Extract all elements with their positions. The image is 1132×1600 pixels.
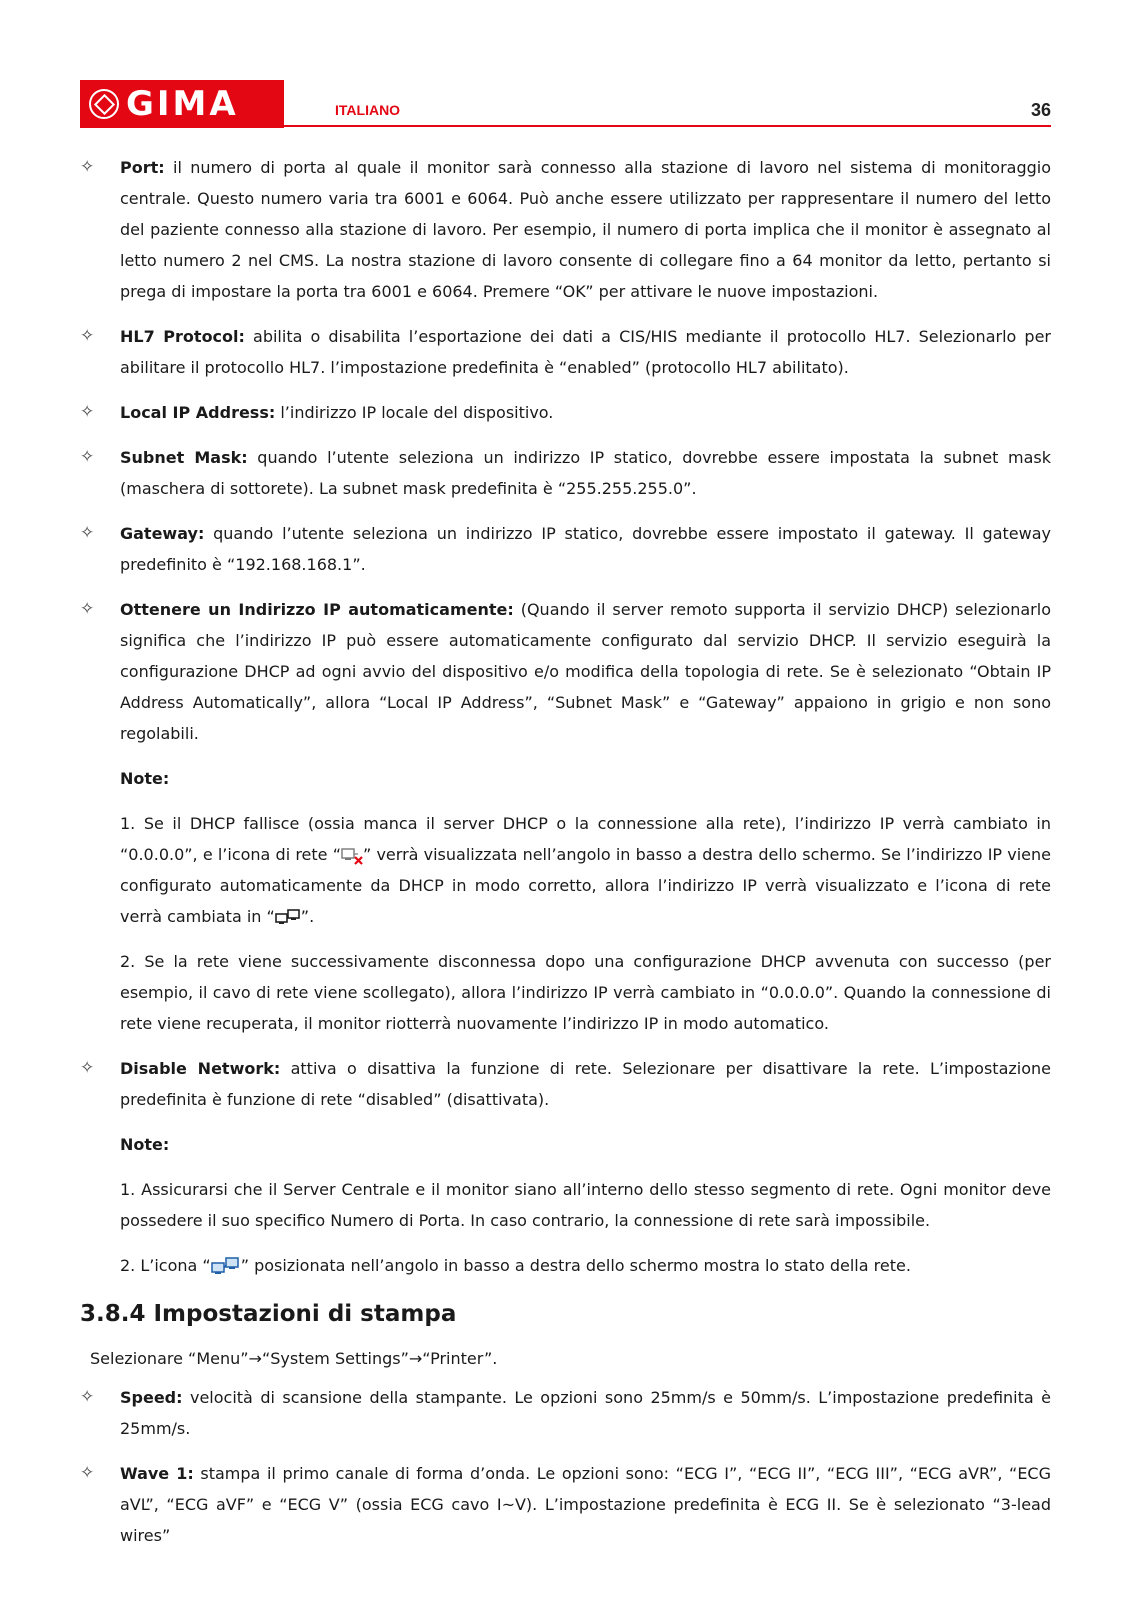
- item-key: Wave 1:: [120, 1464, 194, 1483]
- bullet-icon: ✧: [80, 157, 95, 177]
- page-header: [80, 80, 1051, 128]
- bullet-icon: ✧: [80, 1387, 95, 1407]
- language-label: ITALIANO: [335, 102, 401, 118]
- item-key: Ottenere un Indirizzo IP automaticamente:: [120, 600, 514, 619]
- item-key: Local IP Address:: [120, 403, 276, 422]
- item-text: velocità di scansione della stampante. Le opzioni sono 25mm/s e 50mm/s. L’impostazione predefinita è 25mm/s.: [120, 1388, 1051, 1438]
- bullet-icon: ✧: [80, 599, 95, 619]
- bullet-icon: ✧: [80, 1058, 95, 1078]
- list-item-disable-network: [80, 1053, 1051, 1115]
- header-rule: [284, 125, 1051, 127]
- network-disconnected-icon: [341, 847, 363, 865]
- note-paragraph: 2. Se la rete viene successivamente disconnessa dopo una configurazione DHCP avvenuta con successo (per esempio, il cavo di rete viene scollegato), allora l’indirizzo IP verrà cambiato in “0.0.0.0”. Quando la connessione di rete viene recuperata, il monitor riotterrà nuovamente l’indirizzo IP in modo automatico.: [120, 952, 1051, 1033]
- note-label: Note:: [120, 1135, 170, 1154]
- note-text: ”.: [300, 907, 315, 926]
- section-intro: Selezionare “Menu”→“System Settings”→“Printer”.: [90, 1349, 498, 1368]
- item-key: Gateway:: [120, 524, 205, 543]
- item-text: il numero di porta al quale il monitor sarà connesso alla stazione di lavoro nel sistema di monitoraggio centrale. Questo numero varia tra 6001 e 6064. Può anche essere utilizzato per rappresentare il numero del letto del paziente connesso alla stazione di lavoro. Per esempio, il numero di porta implica che il monitor è assegnato al letto numero 2 nel CMS. La nostra stazione di lavoro consente di collegare fino a 64 monitor da letto, pertanto si prega di impostare la porta tra 6001 e 6064. Premere “OK” per attivare le nuove impostazioni.: [120, 158, 1051, 301]
- item-text: stampa il primo canale di forma d’onda. Le opzioni sono: “ECG I”, “ECG II”, “ECG III”, “ECG aVR”, “ECG aVL”, “ECG aVF” e “ECG V” (ossia ECG cavo I~V). L’impostazione predefinita è ECG II. Se è selezionato “3-lead wires”: [120, 1464, 1051, 1545]
- item-key: Speed:: [120, 1388, 183, 1407]
- list-item-auto-ip: [80, 594, 1051, 749]
- item-key: Subnet Mask:: [120, 448, 248, 467]
- item-key: Port:: [120, 158, 165, 177]
- item-text: quando l’utente seleziona un indirizzo IP statico, dovrebbe essere impostata la subnet mask (maschera di sottorete). La subnet mask predefinita è “255.255.255.0”.: [120, 448, 1051, 498]
- item-text: quando l’utente seleziona un indirizzo IP statico, dovrebbe essere impostato il gateway. Il gateway predefinito è “192.168.168.1”.: [120, 524, 1051, 574]
- bullet-icon: ✧: [80, 447, 95, 467]
- note-paragraph: [80, 1250, 1051, 1281]
- list-item-hl7: [80, 321, 1051, 383]
- list-item-local-ip: [80, 397, 1051, 428]
- note-text: ” posizionata nell’angolo in basso a destra dello schermo mostra lo stato della rete.: [240, 1256, 911, 1275]
- note-paragraph: [80, 808, 1051, 932]
- gima-emblem-icon: [89, 89, 119, 119]
- list-item-gateway: [80, 518, 1051, 580]
- item-key: Disable Network:: [120, 1059, 281, 1078]
- list-item-subnet: [80, 442, 1051, 504]
- list-item-speed: [80, 1382, 1051, 1444]
- page-content: [80, 152, 1051, 1565]
- note-label: Note:: [120, 769, 170, 788]
- bullet-icon: ✧: [80, 326, 95, 346]
- bullet-icon: ✧: [80, 523, 95, 543]
- list-item-port: [80, 152, 1051, 307]
- note-text: 2. L’icona “: [120, 1256, 211, 1275]
- list-item-wave1: [80, 1458, 1051, 1551]
- section-heading: 3.8.4 Impostazioni di stampa: [80, 1301, 457, 1327]
- item-text: l’indirizzo IP locale del dispositivo.: [275, 403, 554, 422]
- page-number: 36: [1030, 100, 1051, 120]
- item-text: attiva o disattiva la funzione di rete. Selezionare per disattivare la rete. L’impostazione predefinita è funzione di rete “disabled” (disattivata).: [120, 1059, 1052, 1109]
- note-text: ” verrà visualizzata nell’angolo in basso a destra dello schermo. Se l’indirizzo IP viene configurato automaticamente da DHCP in modo corretto, allora l’indirizzo IP verrà visualizzato e l’icona di rete verrà cambiata in “: [120, 845, 1052, 926]
- brand-name: GIMA: [126, 84, 239, 124]
- item-text: (Quando il server remoto supporta il servizio DHCP) selezionarlo significa che l’indirizzo IP può essere automaticamente configurato dal servizio DHCP. Il servizio eseguirà la configurazione DHCP ad ogni avvio del dispositivo e/o modifica della topologia di rete. Se è selezionato “Obtain IP Address Automatically”, allora “Local IP Address”, “Subnet Mask” e “Gateway” appaiono in grigio e non sono regolabili.: [120, 600, 1051, 743]
- bullet-icon: ✧: [80, 1463, 95, 1483]
- network-status-icon: [211, 1257, 241, 1277]
- note-text: 1. Se il DHCP fallisce (ossia manca il server DHCP o la connessione alla rete), l’indirizzo IP verrà cambiato in “0.0.0.0”, e l’icona di rete “: [120, 814, 1051, 864]
- gima-logo: [80, 80, 284, 128]
- item-key: HL7 Protocol:: [120, 327, 245, 346]
- item-text: abilita o disabilita l’esportazione dei dati a CIS/HIS mediante il protocollo HL7. Selezionarlo per abilitare il protocollo HL7. l’impostazione predefinita è “enabled” (protocollo HL7 abilitato).: [120, 327, 1051, 377]
- bullet-icon: ✧: [80, 402, 95, 422]
- note-paragraph: 1. Assicurarsi che il Server Centrale e il monitor siano all’interno dello stesso segmento di rete. Ogni monitor deve possedere il suo specifico Numero di Porta. In caso contrario, la connessione di rete sarà impossibile.: [120, 1180, 1051, 1230]
- network-connected-icon: [275, 909, 301, 927]
